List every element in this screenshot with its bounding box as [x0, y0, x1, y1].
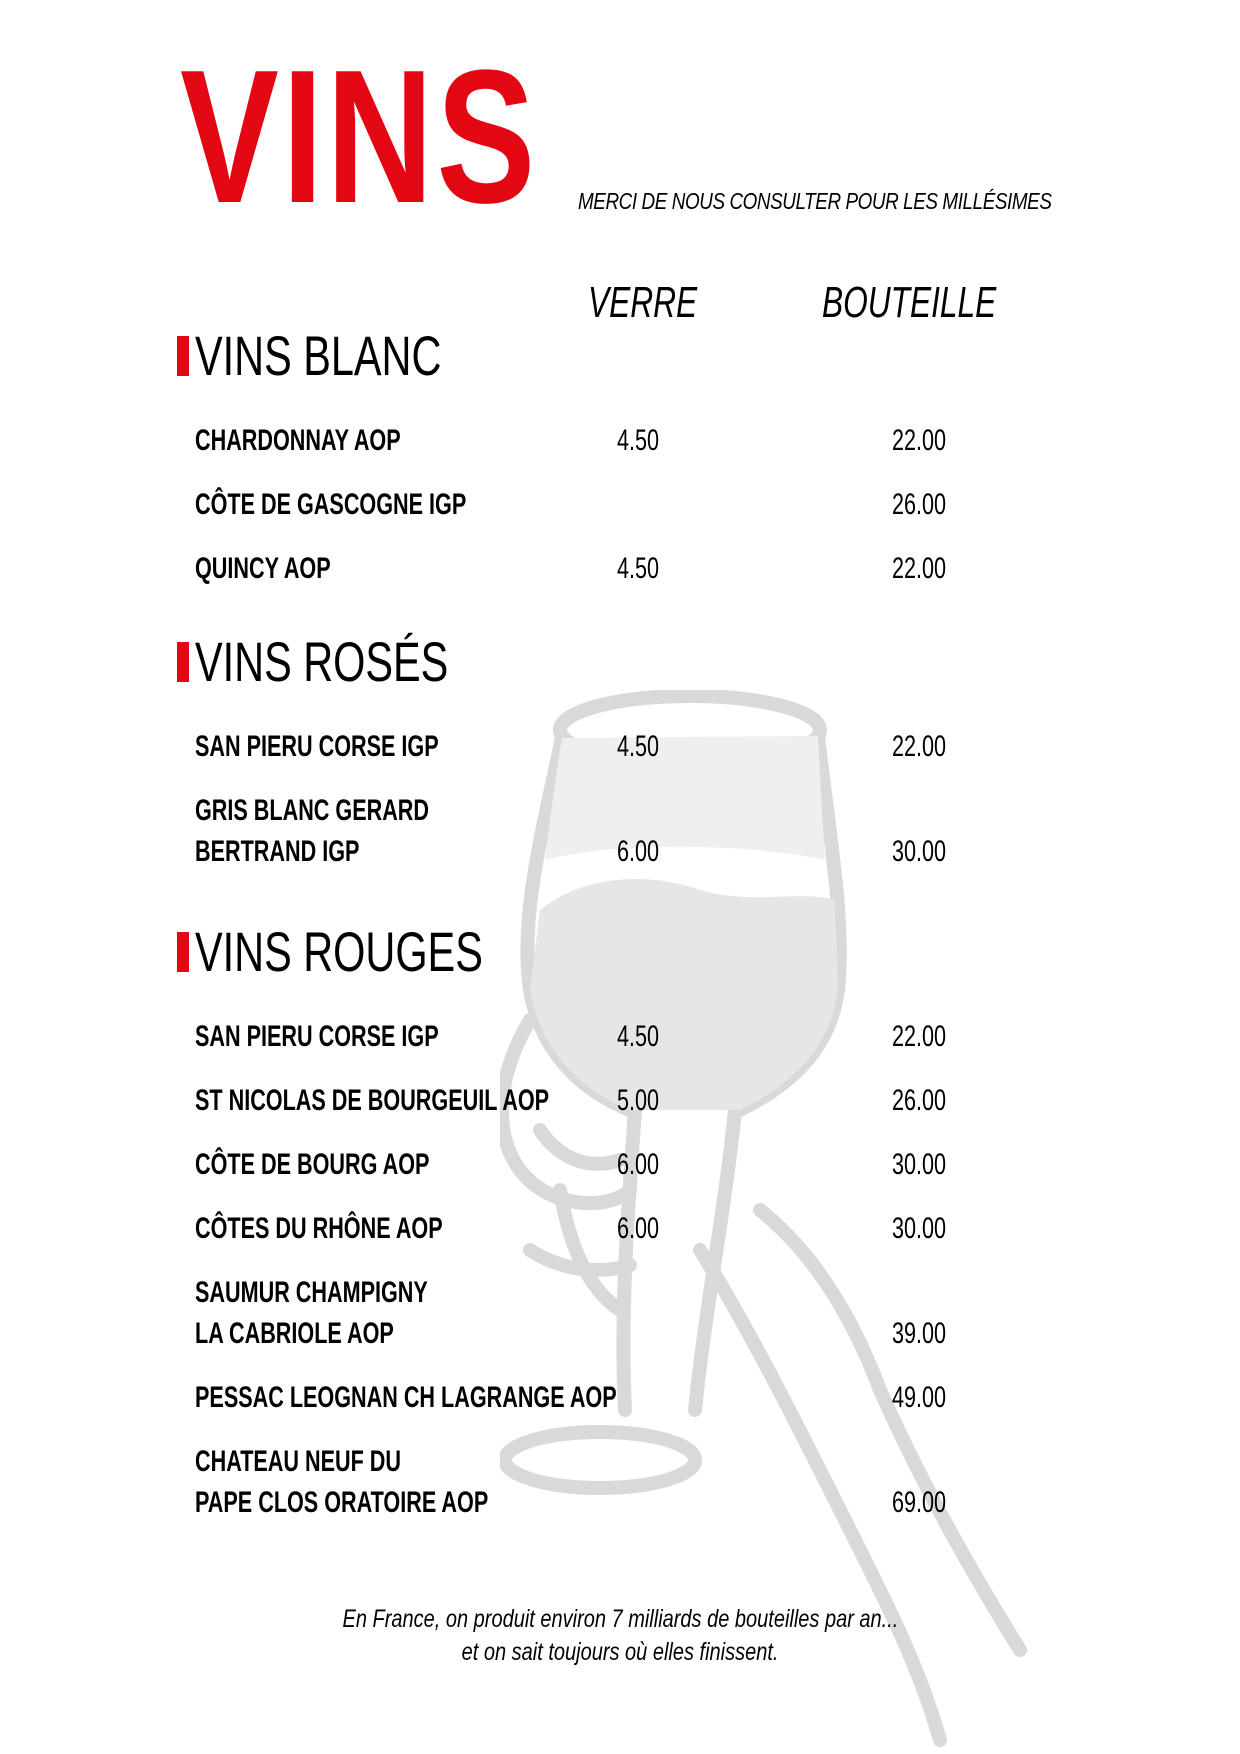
menu-item: [177, 726, 1077, 767]
wine-name-line: PAPE CLOS ORATOIRE AOP: [195, 1486, 489, 1519]
bottle-price: 22.00: [892, 730, 947, 763]
bottle-price: 39.00: [892, 1317, 947, 1350]
wine-name-line: SAUMUR CHAMPIGNY: [195, 1276, 428, 1309]
section-white-wines: [177, 324, 1077, 585]
glass-price: 4.50: [617, 424, 660, 457]
glass-price: 6.00: [617, 1212, 660, 1245]
section-title: VINS ROSÉS: [195, 630, 449, 693]
wine-name: SAN PIERU CORSE IGP: [195, 730, 439, 763]
glass-price: 4.50: [617, 552, 660, 585]
column-header-bottle: BOUTEILLE: [822, 278, 997, 327]
bottle-price: 22.00: [892, 424, 947, 457]
menu-item: [177, 1080, 1077, 1121]
footer-line: En France, on produit environ 7 milliards de bouteilles par an...: [342, 1605, 898, 1633]
glass-price: 6.00: [617, 1148, 660, 1181]
bottle-price: 30.00: [892, 1148, 947, 1181]
section-title: VINS BLANC: [195, 324, 442, 387]
section-marker: [177, 932, 189, 972]
glass-price: 6.00: [617, 835, 660, 868]
section-marker: [177, 336, 189, 376]
wine-name-line: LA CABRIOLE AOP: [195, 1317, 394, 1350]
wine-name: CHARDONNAY AOP: [195, 424, 401, 457]
bottle-price: 26.00: [892, 1084, 947, 1117]
bottle-price: 49.00: [892, 1381, 947, 1414]
menu-item: [177, 484, 1077, 525]
footer-line: et on sait toujours où elles finissent.: [461, 1638, 779, 1666]
wine-name-line: BERTRAND IGP: [195, 835, 360, 868]
menu-item: [177, 1208, 1077, 1249]
menu-item: [177, 1016, 1077, 1057]
wine-name: CÔTES DU RHÔNE AOP: [195, 1212, 443, 1245]
bottle-price: 30.00: [892, 1212, 947, 1245]
section-marker: [177, 642, 189, 682]
glass-price: 4.50: [617, 1020, 660, 1053]
column-header-glass: VERRE: [588, 278, 698, 327]
page-title: VINS: [180, 31, 539, 243]
section-title: VINS ROUGES: [195, 920, 483, 983]
wine-name: QUINCY AOP: [195, 552, 331, 585]
vintage-note: MERCI DE NOUS CONSULTER POUR LES MILLÉSIMES: [578, 188, 1052, 214]
section-rose-wines: [177, 630, 1077, 868]
section-heading: [177, 630, 1077, 694]
wine-name-line: CHATEAU NEUF DU: [195, 1445, 401, 1478]
bottle-price: 22.00: [892, 552, 947, 585]
menu-item: [177, 1144, 1077, 1185]
wine-name-line: GRIS BLANC GERARD: [195, 794, 430, 827]
glass-price: 5.00: [617, 1084, 660, 1117]
wine-name: SAN PIERU CORSE IGP: [195, 1020, 439, 1053]
menu-item: [177, 548, 1077, 589]
menu-item: [177, 1441, 1077, 1523]
wine-name: CÔTE DE GASCOGNE IGP: [195, 488, 467, 521]
section-red-wines: [177, 920, 1077, 1519]
menu-item: [177, 790, 1077, 872]
footer-note: [0, 1603, 1240, 1669]
section-heading: [177, 324, 1077, 388]
bottle-price: 26.00: [892, 488, 947, 521]
wine-name: PESSAC LEOGNAN CH LAGRANGE AOP: [195, 1381, 617, 1414]
menu-item: [177, 420, 1077, 461]
bottle-price: 30.00: [892, 835, 947, 868]
wine-name: CÔTE DE BOURG AOP: [195, 1148, 430, 1181]
section-heading: [177, 920, 1077, 984]
glass-price: 4.50: [617, 730, 660, 763]
bottle-price: 22.00: [892, 1020, 947, 1053]
menu-item: [177, 1272, 1077, 1354]
wine-name: ST NICOLAS DE BOURGEUIL AOP: [195, 1084, 550, 1117]
bottle-price: 69.00: [892, 1486, 947, 1519]
menu-item: [177, 1377, 1077, 1418]
